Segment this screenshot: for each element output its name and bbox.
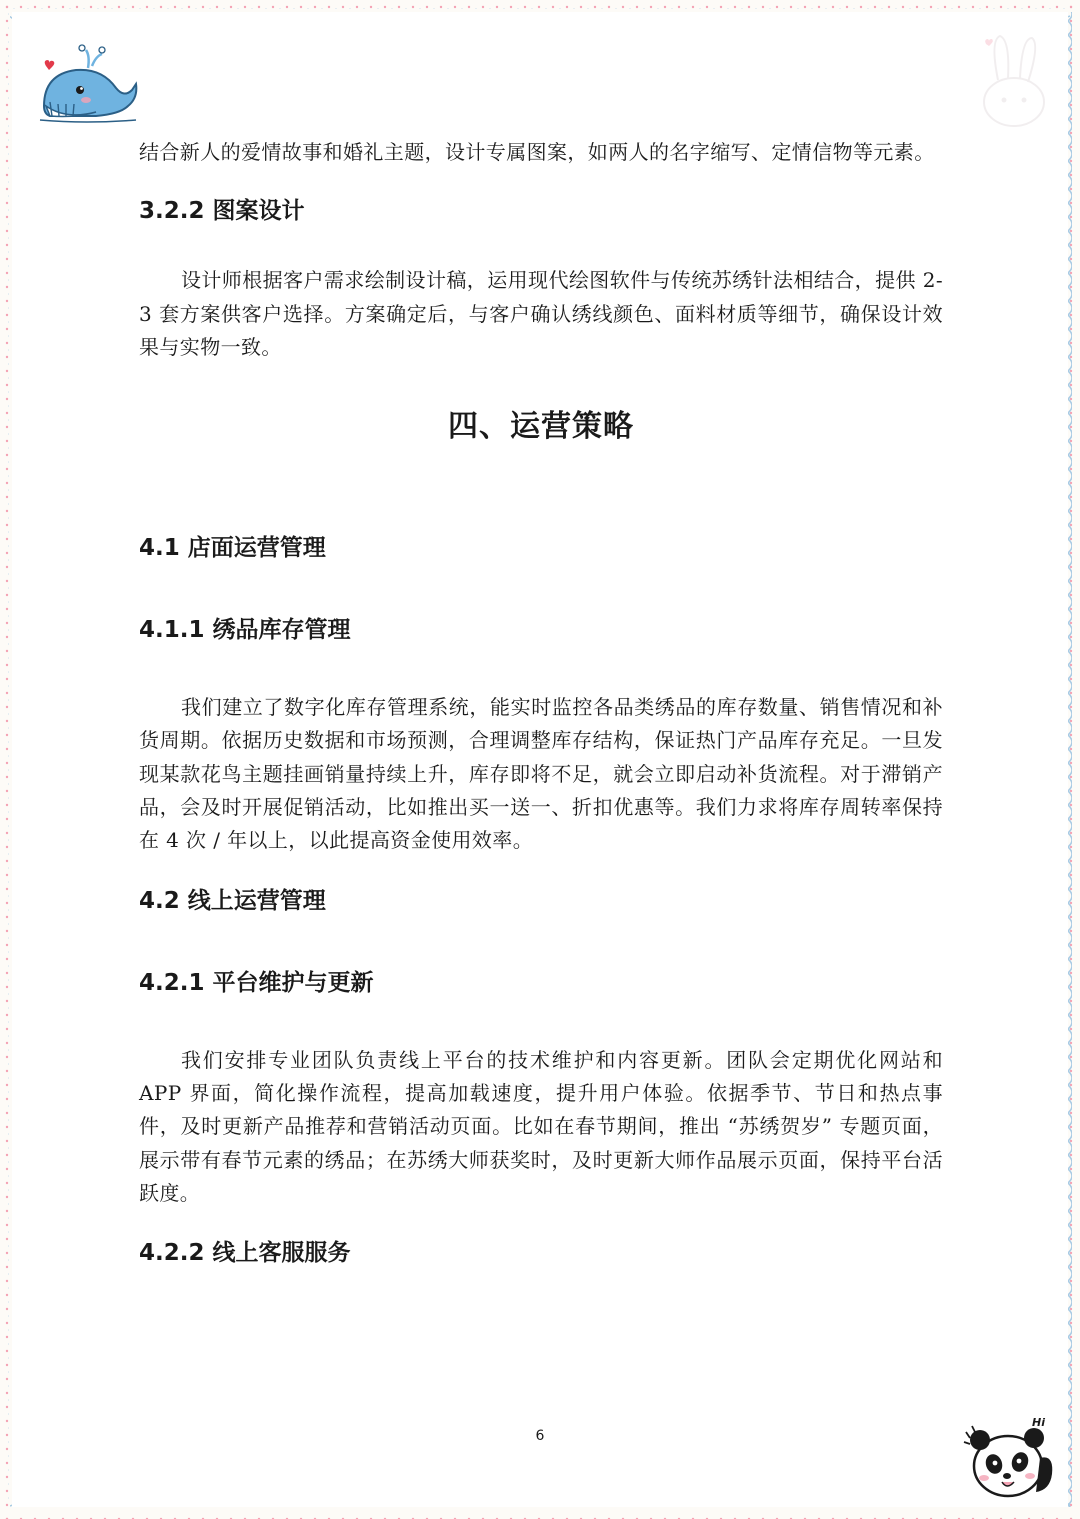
intro-paragraph: 结合新人的爱情故事和婚礼主题，设计专属图案，如两人的名字缩写、定情信物等元素。 [139,140,935,164]
whale-icon [36,40,140,124]
bunny-icon [968,30,1058,140]
section-heading-4-2-2: 4.2.2 线上客服服务 [139,1240,351,1267]
section-heading-4-1-1: 4.1.1 绣品库存管理 [139,617,351,644]
section-heading-4-1: 4.1 店面运营管理 [139,535,326,562]
page-number: 6 [535,1428,545,1444]
paragraph-4-1-1: 我们建立了数字化库存管理系统，能实时监控各品类绣品的库存数量、销售情况和补货周期。依据历史数据和市场预测，合理调整库存结构，保证热门产品库存充足。一旦发现某款花鸟主题挂画销量持续上升，库存即将不足，就会立即启动补货流程。对于滞销产品，会及时开展促销活动，比如推出买一送一、折扣优惠等。我们力求将库存周转率保持在 4 次 / 年以上，以此提高资金使用效率。 [139,695,943,853]
section-heading-4-2: 4.2 线上运营管理 [139,887,326,914]
section-heading-4-2-1: 4.2.1 平台维护与更新 [139,969,374,996]
paragraph-4-2-1: 我们安排专业团队负责线上平台的技术维护和内容更新。团队会定期优化网站和 APP 界面，简化操作流程，提高加载速度，提升用户体验。依据季节、节日和热点事件，及时更新产品推荐和营销活动页面。比如在春节期间，推出 “苏绣贺岁” 专题页面，展示带有春节元素的绣品；在苏绣大师获奖时，及时更新大师作品展示页面，保持平台活跃度。 [139,1047,943,1205]
chapter-title: 四、运营策略 [448,409,634,445]
panda-icon [962,1414,1062,1500]
document-body [139,134,943,1270]
section-heading-3-2-2: 3.2.2 图案设计 [139,198,305,225]
panda-hi-text: Hi [1032,1416,1045,1429]
paragraph-3-2-2: 设计师根据客户需求绘制设计稿，运用现代绘图软件与传统苏绣针法相结合，提供 2-3 套方案供客户选择。方案确定后，与客户确认绣线颜色、面料材质等细节，确保设计效果与实物一致。 [139,268,943,359]
